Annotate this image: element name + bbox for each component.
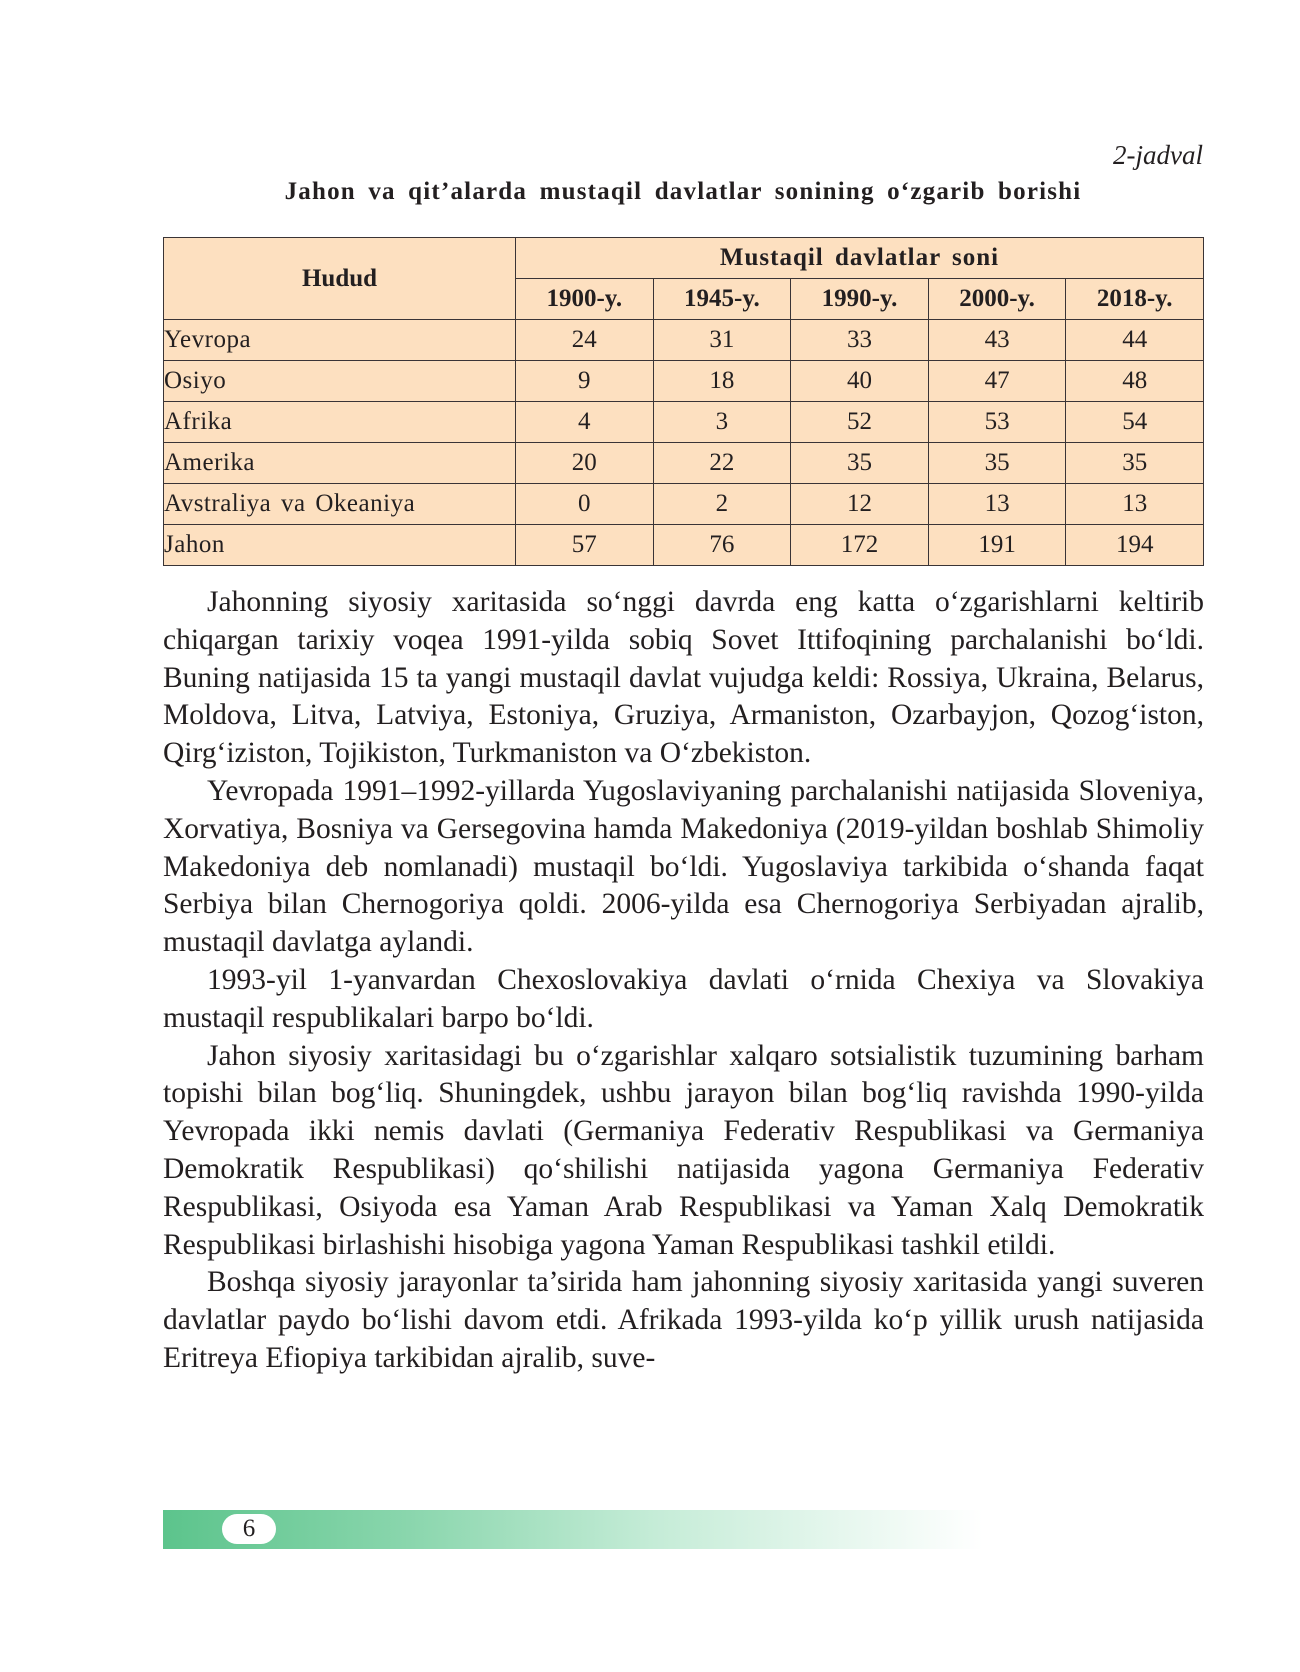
table-row	[164, 361, 1204, 402]
paragraph: Yevropada 1991–1992-yillarda Yugoslaviyaning parchalanishi natijasida Sloveniya, Xorvatiya, Bosniya va Gersegovina hamda Makedoniya (2019-yildan boshlab Shimoliy Makedoniya deb nomlanadi) mustaqil bo‘ldi. Yugoslaviya tarkibida o‘shanda faqat Serbiya bilan Chernogoriya qoldi. 2006-yilda esa Chernogoriya Serbiyadan ajralib, mustaqil davlatga aylandi.	[163, 774, 1204, 959]
body-text	[163, 584, 1204, 1378]
table-row	[164, 484, 1204, 525]
value-cell: 35	[1066, 443, 1204, 484]
region-cell: Afrika	[164, 402, 516, 443]
value-cell: 33	[791, 320, 929, 361]
year-header: 1990-y.	[791, 279, 929, 320]
paragraph: Jahon siyosiy xaritasidagi bu o‘zgarishlar xalqaro sotsialistik tuzumining barham topishi bilan bog‘liq. Shuningdek, ushbu jarayon bilan bog‘liq ravishda 1990-yilda Yevropada ikki nemis davlati (Germaniya Federativ Respublikasi va Germaniya Demokratik Respublikasi) qo‘shilishi natijasida yagona Germaniya Federativ Respublikasi, Osiyoda esa Yaman Arab Respublikasi va Yaman Xalq Demokratik Respublikasi birlashishi hisobiga yagona Yaman Respublikasi tashkil etildi.	[163, 1039, 1204, 1261]
value-cell: 4	[516, 402, 654, 443]
value-cell: 44	[1066, 320, 1204, 361]
value-cell: 20	[516, 443, 654, 484]
value-cell: 48	[1066, 361, 1204, 402]
page-number: 6	[222, 1514, 276, 1544]
value-cell: 35	[791, 443, 929, 484]
value-cell: 13	[928, 484, 1066, 525]
region-cell: Amerika	[164, 443, 516, 484]
value-cell: 22	[653, 443, 791, 484]
value-cell: 31	[653, 320, 791, 361]
value-cell: 191	[928, 525, 1066, 566]
region-cell: Yevropa	[164, 320, 516, 361]
region-cell: Osiyo	[164, 361, 516, 402]
table-row	[164, 402, 1204, 443]
region-cell: Avstraliya va Okeaniya	[164, 484, 516, 525]
region-header: Hudud	[164, 238, 516, 320]
footer-bar	[163, 1510, 983, 1549]
value-cell: 43	[928, 320, 1066, 361]
year-header: 1945-y.	[653, 279, 791, 320]
value-cell: 24	[516, 320, 654, 361]
table-title: Jahon va qit’alarda mustaqil davlatlar sonining o‘zgarib borishi	[284, 178, 1082, 205]
value-cell: 57	[516, 525, 654, 566]
header-row	[164, 238, 1204, 279]
table-row	[164, 320, 1204, 361]
value-cell: 13	[1066, 484, 1204, 525]
paragraph: 1993-yil 1-yanvardan Chexoslovakiya davlati o‘rnida Chexiya va Slovakiya mustaqil respublikalari barpo bo‘ldi.	[163, 963, 1204, 1034]
value-cell: 35	[928, 443, 1066, 484]
year-header: 2018-y.	[1066, 279, 1204, 320]
value-cell: 12	[791, 484, 929, 525]
value-cell: 76	[653, 525, 791, 566]
value-cell: 40	[791, 361, 929, 402]
value-cell: 9	[516, 361, 654, 402]
value-cell: 53	[928, 402, 1066, 443]
value-cell: 172	[791, 525, 929, 566]
year-header: 1900-y.	[516, 279, 654, 320]
value-cell: 2	[653, 484, 791, 525]
year-header: 2000-y.	[928, 279, 1066, 320]
value-cell: 18	[653, 361, 791, 402]
paragraph: Boshqa siyosiy jarayonlar ta’sirida ham jahonning siyosiy xaritasida yangi suveren davlatlar paydo bo‘lishi davom etdi. Afrikada 1993-yilda ko‘p yillik urush natijasida Eritreya Efiopiya tarkibidan ajralib, suve-	[163, 1266, 1204, 1374]
value-cell: 52	[791, 402, 929, 443]
value-cell: 194	[1066, 525, 1204, 566]
value-cell: 0	[516, 484, 654, 525]
value-cell: 54	[1066, 402, 1204, 443]
table-row	[164, 525, 1204, 566]
value-cell: 47	[928, 361, 1066, 402]
data-table	[163, 237, 1204, 566]
value-cell: 3	[653, 402, 791, 443]
table-row	[164, 443, 1204, 484]
paragraph: Jahonning siyosiy xaritasida so‘nggi davrda eng katta o‘zgarishlarni keltirib chiqargan tarixiy voqea 1991-yilda sobiq Sovet Ittifoqining parchalanishi bo‘ldi. Buning natijasida 15 ta yangi mustaqil davlat vujudga keldi: Rossiya, Ukraina, Belarus, Moldova, Litva, Latviya, Estoniya, Gruziya, Armaniston, Ozarbayjon, Qozog‘iston, Qirg‘iziston, Tojikiston, Turkmaniston va O‘zbekiston.	[163, 586, 1204, 770]
region-cell: Jahon	[164, 525, 516, 566]
group-header: Mustaqil davlatlar soni	[516, 238, 1204, 279]
table-label: 2-jadval	[1113, 140, 1203, 170]
